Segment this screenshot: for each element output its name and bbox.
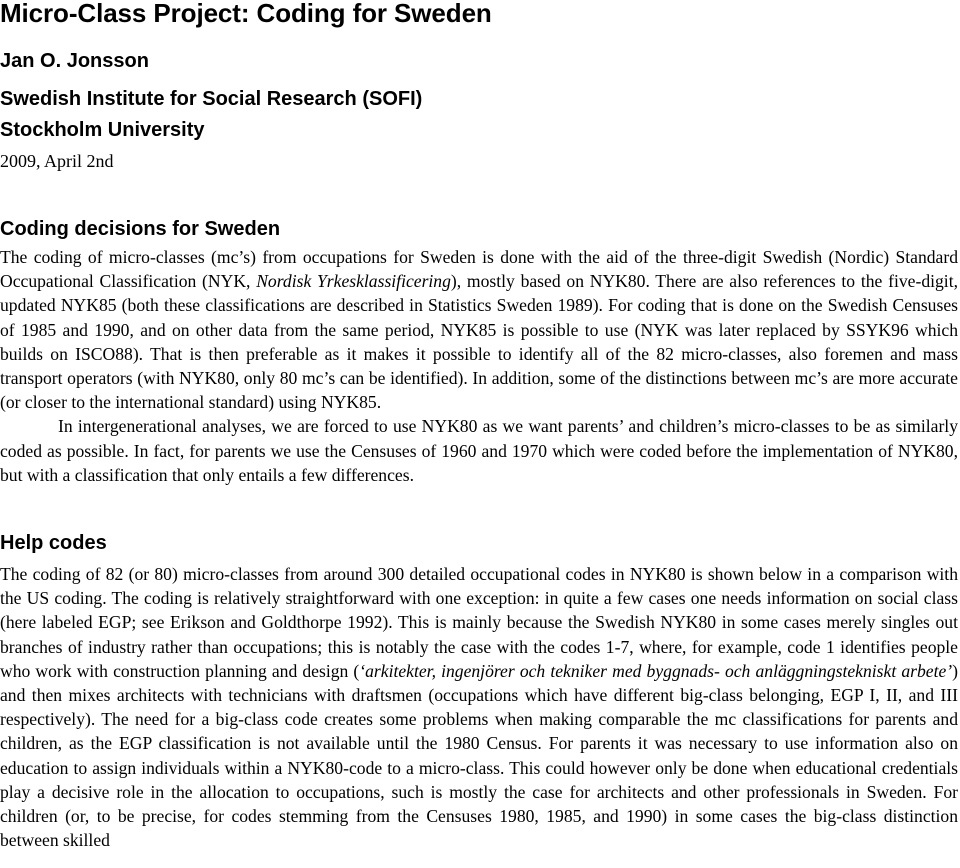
document-date: 2009, April 2nd [0, 151, 114, 171]
section-heading-help-codes: Help codes [0, 532, 107, 554]
italic-term-nordisk: Nordisk Yrkesklassificering [256, 271, 451, 292]
section-help-codes [0, 562, 958, 852]
paragraph-text: The coding of micro-classes (mc’s) from occupations for Sweden is done with the aid of the three-digit Swedish (Nordic) Standard Occupational Classification (NYK, [0, 247, 958, 292]
section-heading-coding-decisions: Coding decisions for Sweden [0, 218, 281, 240]
author-university: Stockholm University [0, 119, 205, 141]
italic-quote-arkitekter: ‘arkitekter, ingenjörer och tekniker med byggnads- och anläggningstekniskt arbete’ [359, 660, 953, 681]
paragraph-text: The coding of 82 (or 80) micro-classes from around 300 detailed occupational codes in NYK80 is shown below in a comparison with the US coding. The coding is relatively straightforward with one exception: in quite a few cases one needs information on social class (here labeled EGP; see Erikson and Goldthorpe 1992). This is mainly because the Swedish NYK80 in some cases merely singles out branches of industry rather than occupations; this is notably the case with the codes 1-7, where, for example, code 1 identifies people who work with construction planning and design ( [0, 564, 958, 681]
paragraph-coding-intro [0, 245, 958, 414]
author-institute: Swedish Institute for Social Research (SOFI) [0, 88, 423, 110]
section-coding-decisions [0, 245, 958, 487]
paragraph-intergenerational [0, 414, 958, 487]
paragraph-text: ) and then mixes architects with technicians with draftsmen (occupations which have different big-class belonging, EGP I, II, and III respectively). The need for a big-class code creates some problems when making comparable the mc classifications for parents and children, as the EGP classification is not available until the 1980 Census. For parents it was necessary to use information also on education to assign individuals within a NYK80-code to a micro-class. This could however only be done when educational credentials play a decisive role in the allocation to occupations, such is mostly the case for architects and other professionals in Sweden. For children (or, to be precise, for codes stemming from the Censuses 1980, 1985, and 1990) in some cases the big-class distinction between skilled [0, 660, 958, 851]
paragraph-text: ), mostly based on NYK80. There are also references to the five-digit, updated NYK85 (both these classifications are described in Statistics Sweden 1989). For coding that is done on the Swedish Censuses of 1985 and 1990, and on other data from the same period, NYK85 is possible to use (NYK was later replaced by SSYK96 which builds on ISCO88). That is then preferable as it makes it possible to identify all of the 82 micro-classes, also foremen and mass transport operators (with NYK80, only 80 mc’s can be identified). In addition, some of the distinctions between mc’s are more accurate (or closer to the international standard) using NYK85. [0, 271, 958, 413]
paragraph-help-codes [0, 562, 958, 852]
document-title: Micro-Class Project: Coding for Sweden [0, 0, 492, 28]
paragraph-text: In intergenerational analyses, we are forced to use NYK80 as we want parents’ and children’s micro-classes to be as similarly coded as possible. In fact, for parents we use the Censuses of 1960 and 1970 which were coded before the implementation of NYK80, but with a classification that only entails a few differences. [0, 416, 958, 485]
author-name: Jan O. Jonsson [0, 50, 149, 72]
